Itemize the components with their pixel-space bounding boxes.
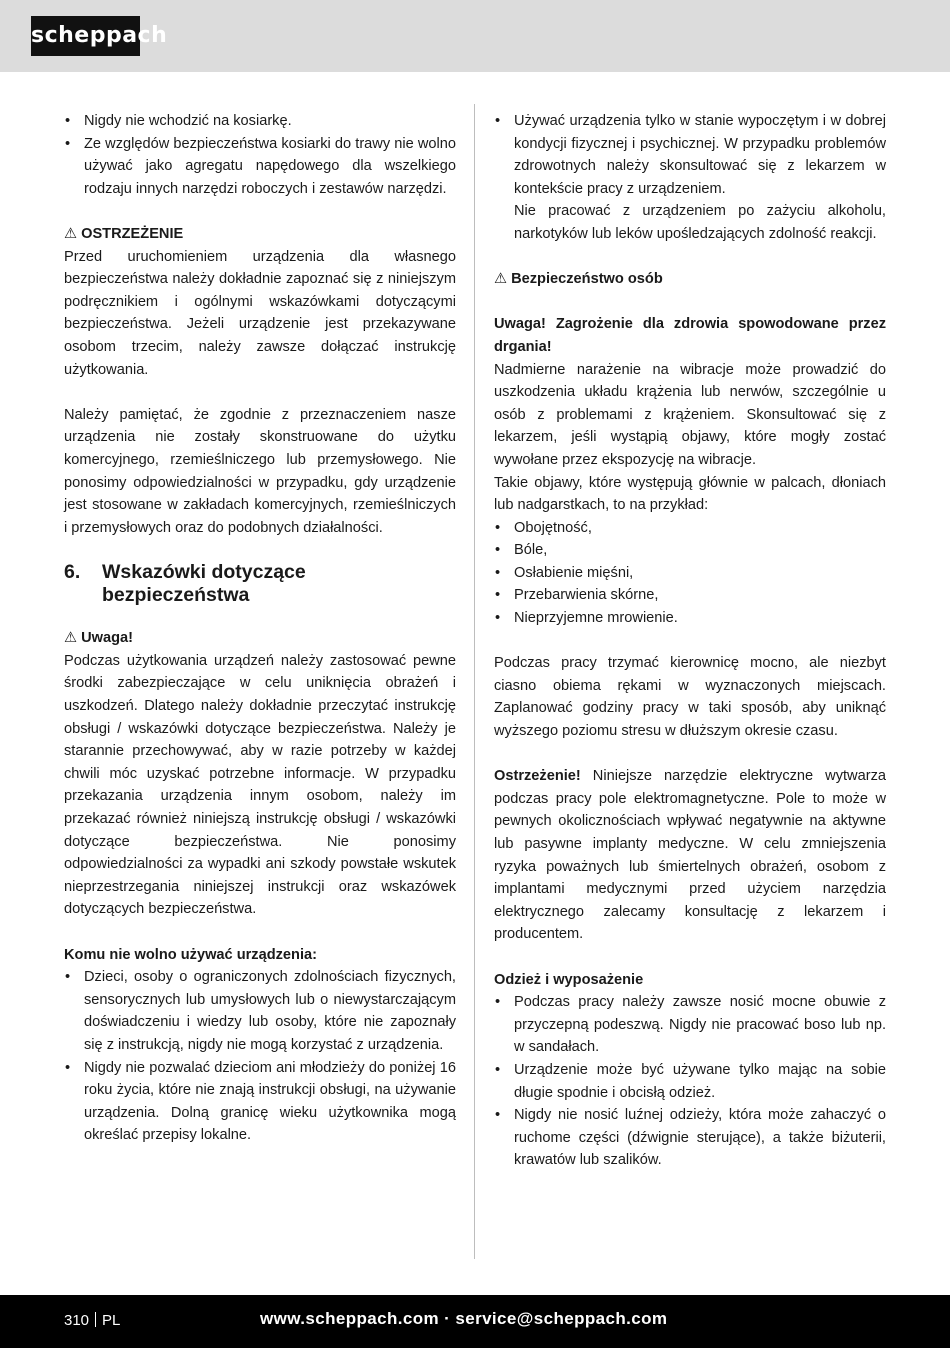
list-item: • Podczas pracy należy zawsze nosić mocne obuwie z przyczepną podeszwą. Nigdy nie pracować boso lub np. w sandałach. bbox=[494, 991, 886, 1059]
list-item: • Bóle, bbox=[494, 539, 886, 562]
page-footer bbox=[0, 1295, 950, 1348]
page-header bbox=[0, 0, 950, 72]
list-item: • Nigdy nie nosić luźnej odzieży, która może zahaczyć o ruchome części (dźwignie sterujące), a także biżuterii, krawatów lub szalików. bbox=[494, 1104, 886, 1172]
right-column bbox=[494, 110, 886, 1172]
symptoms-intro: Takie objawy, które występują głównie w palcach, dłoniach lub nadgarstkach, to na przykład: bbox=[494, 474, 886, 514]
language-code: PL bbox=[102, 1312, 121, 1329]
vibration-heading: Uwaga! Zagrożenie dla zdrowia spowodowane przez drgania! bbox=[494, 316, 886, 355]
section-title: Wskazówki dotyczące bezpieczeństwa bbox=[102, 561, 306, 607]
list-item: • Urządzenie może być używane tylko mając na sobie długie spodnie i obcisłą odzież. bbox=[494, 1059, 886, 1104]
footer-contact: www.scheppach.com · service@scheppach.com bbox=[260, 1309, 668, 1328]
warning-paragraph: Przed uruchomieniem urządzenia dla własnego bezpieczeństwa należy dokładnie zapoznać się z niniejszym podręcznikiem i ogólnymi wskazówkami dotyczącymi bezpieczeństwa. Jeżeli urządzenie jest przekazywane osobom trzecim, należy zawsze dołączać instrukcję użytkowania. bbox=[64, 248, 456, 378]
intro-bullet-list bbox=[64, 110, 456, 200]
list-item: • Nigdy nie pozwalać dzieciom ani młodzieży do poniżej 16 roku życia, które nie znają instrukcji obsługi, na używanie urządzenia. Dolną granicę wieku użytkownika mogą określać przepisy lokalne. bbox=[64, 1057, 456, 1147]
warning-triangle-icon: ⚠ bbox=[494, 271, 508, 288]
warning-triangle-icon: ⚠ bbox=[64, 225, 78, 242]
list-item: • Dzieci, osoby o ograniczonych zdolnościach fizycznych, sensorycznych lub umysłowych lub o niewystarczającym doświadczeniu i wiedzy lub osoby, które nie zapoznały się z instrukcją, nigdy nie mogą korzystać z urządzenia. bbox=[64, 966, 456, 1056]
list-item: • Osłabienie mięśni, bbox=[494, 562, 886, 585]
restricted-users-list bbox=[64, 966, 456, 1147]
scheppach-logo: scheppach bbox=[31, 16, 140, 56]
electromagnetic-heading: Ostrzeżenie! bbox=[494, 768, 581, 785]
section-number: 6. bbox=[64, 561, 81, 584]
usage-note-paragraph: Należy pamiętać, że zgodnie z przeznaczeniem nasze urządzenia nie zostały skonstruowane do użytku komercyjnego, rzemieślniczego lub przemysłowego. Nie ponosimy odpowiedzialności w przypadku, gdy urządzenie jest stosowane w zakładach komercyjnych, rzemieślniczych i przemysłowych oraz do podobnych działalności. bbox=[64, 406, 456, 536]
list-item: • Ze względów bezpieczeństwa kosiarki do trawy nie wolno używać jako agregatu napędowego dla wszelkiego rodzaju innych narzędzi roboczych i zestawów narzędzi. bbox=[64, 133, 456, 201]
clothing-heading: Odzież i wyposażenie bbox=[494, 971, 644, 988]
list-item: • Używać urządzenia tylko w stanie wypoczętym i w dobrej kondycji fizycznej i psychicznej. W przypadku problemów zdrowotnych należy skonsultować się z lekarzem w kontekście pracy z urządzeniem. Nie pracować z urządzeniem po zażyciu alkoholu, narkotyków lub leków upośledzających zdolność reakcji. bbox=[494, 110, 886, 246]
personal-safety-heading: ⚠ Bezpieczeństwo osób bbox=[494, 268, 886, 291]
electromagnetic-paragraph: Ostrzeżenie! Niniejsze narzędzie elektryczne wytwarza podczas pracy pole elektromagnetyczne. Pole to może w pewnych okolicznościach wpływać negatywnie na aktywne lub pasywne implanty medyczne. W celu zmniejszenia ryzyka poważnych lub śmiertelnych obrażeń, osobom z implantami medycznymi przed użyciem narzędzia elektrycznego zalecamy konsultację z lekarzem i producentem. bbox=[494, 768, 886, 943]
list-item: • Nieprzyjemne mrowienie. bbox=[494, 607, 886, 630]
list-item: • Nigdy nie wchodzić na kosiarkę. bbox=[64, 110, 456, 133]
warning-heading: ⚠ OSTRZEŻENIE bbox=[64, 223, 456, 246]
fitness-bullet-list bbox=[494, 110, 886, 246]
warning-triangle-icon: ⚠ bbox=[64, 630, 78, 647]
page-number: 310 PL bbox=[64, 1312, 121, 1329]
symptoms-list bbox=[494, 517, 886, 630]
attention-paragraph: Podczas użytkowania urządzeń należy zastosować pewne środki zabezpieczające w celu uniknięcia obrażeń i uszkodzeń. Dlatego należy dokładnie przeczytać instrukcję obsługi / wskazówki dotyczące bezpieczeństwa. Należy je starannie przechowywać, aby w razie potrzeby w każdej chwili móc uzyskać potrzebne informacje. W przypadku przekazania urządzenia innym osobom, należy im przekazać również niniejszą instrukcję obsługi / wskazówki dotyczące bezpieczeństwa. Nie ponosimy odpowiedzialności za wypadki ani szkody powstałe wskutek nieprzestrzegania niniejszej instrukcji oraz wskazówek dotyczących bezpieczeństwa. bbox=[64, 652, 456, 918]
left-column bbox=[64, 110, 456, 1147]
list-item: • Przebarwienia skórne, bbox=[494, 584, 886, 607]
section-heading bbox=[64, 561, 456, 607]
list-item: • Obojętność, bbox=[494, 517, 886, 540]
restricted-users-heading: Komu nie wolno używać urządzenia: bbox=[64, 946, 317, 963]
clothing-list bbox=[494, 991, 886, 1172]
attention-heading: ⚠ Uwaga! bbox=[64, 627, 456, 650]
vibration-paragraph: Nadmierne narażenie na wibracje może prowadzić do uszkodzenia układu krążenia lub nerwów, szczególnie u osób z problemami z krążeniem. Skonsultować się z lekarzem, jeśli wystąpią objawy, które mogły zostać wywołane przez ekspozycję na wibracje. bbox=[494, 361, 886, 468]
grip-paragraph: Podczas pracy trzymać kierownicę mocno, ale niezbyt ciasno obiema rękami w wyznaczonych miejscach. Zaplanować godziny pracy w taki sposób, aby uniknąć wyższego poziomu stresu w dłuższym okresie czasu. bbox=[494, 655, 886, 740]
column-divider bbox=[474, 104, 475, 1259]
